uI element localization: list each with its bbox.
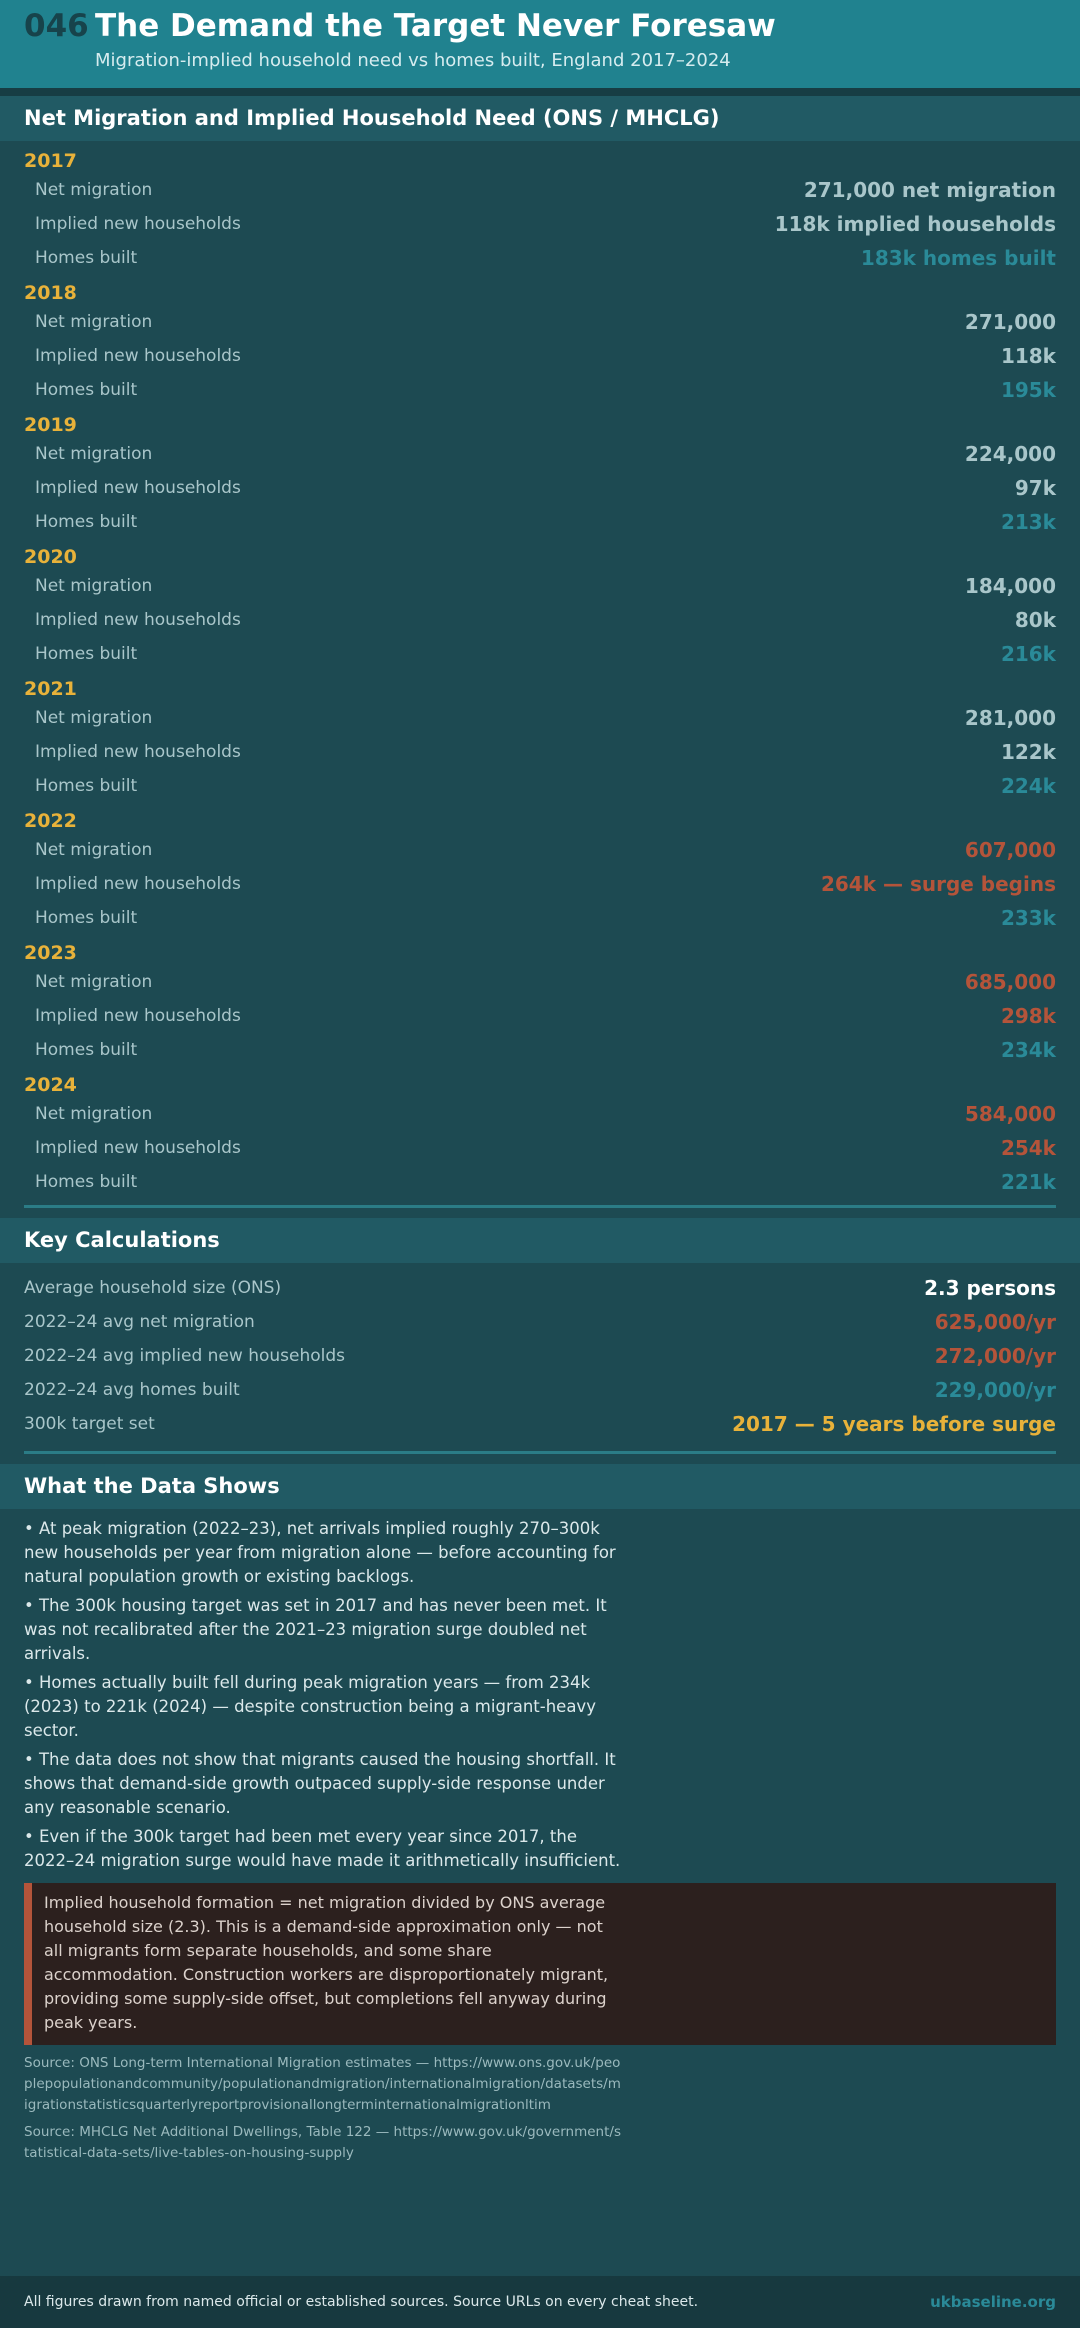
year-table bbox=[0, 141, 1080, 1199]
footer-text: All figures drawn from named official or established sources. Source URLs on every cheat sheet. bbox=[24, 2294, 699, 2310]
page-title: The Demand the Target Never Foresaw bbox=[95, 8, 776, 44]
year-label: 2022 bbox=[24, 810, 77, 832]
implied-households-value: 254k bbox=[1000, 1136, 1056, 1160]
homes-built-value: 221k bbox=[1000, 1170, 1056, 1194]
implied-households-row bbox=[24, 471, 1056, 505]
calc-value: 272,000/yr bbox=[934, 1344, 1056, 1368]
year-block bbox=[24, 281, 1056, 407]
implied-households-row bbox=[24, 867, 1056, 901]
implied-households-label: Implied new households bbox=[35, 214, 241, 234]
migration-section-title: Net Migration and Implied Household Need (ONS / MHCLG) bbox=[0, 96, 1080, 141]
implied-households-label: Implied new households bbox=[35, 742, 241, 762]
year-block bbox=[24, 941, 1056, 1067]
year-block bbox=[24, 413, 1056, 539]
year-label: 2017 bbox=[24, 150, 77, 172]
sheet-number: 046 bbox=[24, 8, 89, 44]
net-migration-value: 584,000 bbox=[964, 1102, 1056, 1126]
net-migration-value: 271,000 net migration bbox=[803, 178, 1056, 202]
footer-site-link[interactable]: ukbaseline.org bbox=[930, 2293, 1056, 2311]
calc-label: Average household size (ONS) bbox=[24, 1278, 282, 1298]
year-label: 2023 bbox=[24, 942, 77, 964]
homes-built-value: 234k bbox=[1000, 1038, 1056, 1062]
findings-section-title: What the Data Shows bbox=[0, 1464, 1080, 1509]
net-migration-label: Net migration bbox=[35, 708, 153, 728]
homes-built-label: Homes built bbox=[35, 644, 138, 664]
calc-row bbox=[24, 1373, 1056, 1407]
calc-value: 2017 — 5 years before surge bbox=[732, 1412, 1056, 1436]
implied-households-row bbox=[24, 603, 1056, 637]
implied-households-value: 264k — surge begins bbox=[820, 872, 1056, 896]
implied-households-label: Implied new households bbox=[35, 346, 241, 366]
findings-list bbox=[0, 1509, 648, 1873]
net-migration-value: 281,000 bbox=[964, 706, 1056, 730]
calculations-list bbox=[0, 1263, 1080, 1445]
divider bbox=[24, 1451, 1056, 1454]
finding-item: • Even if the 300k target had been met every year since 2017, the 2022–24 migration surge would have made it arithmetically insufficient. bbox=[24, 1827, 621, 1870]
net-migration-label: Net migration bbox=[35, 312, 153, 332]
net-migration-value: 685,000 bbox=[964, 970, 1056, 994]
homes-built-row bbox=[24, 241, 1056, 275]
implied-households-label: Implied new households bbox=[35, 478, 241, 498]
implied-households-row bbox=[24, 999, 1056, 1033]
finding-item: • Homes actually built fell during peak migration years — from 234k (2023) to 221k (2024) — despite construction being a migrant-heavy sector. bbox=[24, 1673, 596, 1740]
calc-label: 2022–24 avg homes built bbox=[24, 1380, 240, 1400]
calc-value: 229,000/yr bbox=[934, 1378, 1056, 1402]
year-block bbox=[24, 545, 1056, 671]
year-label: 2019 bbox=[24, 414, 77, 436]
homes-built-label: Homes built bbox=[35, 776, 138, 796]
calc-row bbox=[24, 1407, 1056, 1441]
implied-households-value: 97k bbox=[1014, 476, 1056, 500]
year-label: 2018 bbox=[24, 282, 77, 304]
net-migration-label: Net migration bbox=[35, 180, 153, 200]
implied-households-value: 122k bbox=[1000, 740, 1056, 764]
homes-built-row bbox=[24, 1165, 1056, 1199]
implied-households-label: Implied new households bbox=[35, 1138, 241, 1158]
homes-built-row bbox=[24, 901, 1056, 935]
net-migration-row bbox=[24, 1097, 1056, 1131]
year-label: 2020 bbox=[24, 546, 77, 568]
year-block bbox=[24, 1073, 1056, 1199]
page-footer bbox=[0, 2276, 1080, 2328]
implied-households-label: Implied new households bbox=[35, 874, 241, 894]
calc-value: 2.3 persons bbox=[924, 1276, 1056, 1300]
implied-households-row bbox=[24, 735, 1056, 769]
homes-built-value: 224k bbox=[1000, 774, 1056, 798]
year-block bbox=[24, 677, 1056, 803]
net-migration-row bbox=[24, 965, 1056, 999]
homes-built-label: Homes built bbox=[35, 248, 138, 268]
implied-households-value: 118k implied households bbox=[774, 212, 1056, 236]
page-subtitle: Migration-implied household need vs homes built, England 2017–2024 bbox=[95, 50, 731, 71]
implied-households-row bbox=[24, 1131, 1056, 1165]
net-migration-value: 271,000 bbox=[964, 310, 1056, 334]
net-migration-label: Net migration bbox=[35, 972, 153, 992]
finding-item: • The 300k housing target was set in 2017 and has never been met. It was not recalibrated after the 2021–23 migration surge doubled net arrivals. bbox=[24, 1596, 607, 1663]
net-migration-row bbox=[24, 833, 1056, 867]
net-migration-label: Net migration bbox=[35, 840, 153, 860]
source-citation: Source: MHCLG Net Additional Dwellings, Table 122 — https://www.gov.uk/government/statistical-data-sets/live-tables-on-housing-supply bbox=[24, 2124, 621, 2161]
net-migration-row bbox=[24, 305, 1056, 339]
implied-households-value: 118k bbox=[1000, 344, 1056, 368]
calc-row bbox=[24, 1305, 1056, 1339]
homes-built-value: 183k homes built bbox=[860, 246, 1056, 270]
net-migration-row bbox=[24, 701, 1056, 735]
calc-label: 2022–24 avg net migration bbox=[24, 1312, 255, 1332]
year-label: 2024 bbox=[24, 1074, 77, 1096]
page-header bbox=[0, 0, 1080, 96]
homes-built-value: 213k bbox=[1000, 510, 1056, 534]
finding-item: • At peak migration (2022–23), net arrivals implied roughly 270–300k new households per year from migration alone — before accounting for natural population growth or existing backlogs. bbox=[24, 1519, 616, 1586]
homes-built-label: Homes built bbox=[35, 512, 138, 532]
homes-built-value: 233k bbox=[1000, 906, 1056, 930]
divider bbox=[24, 1205, 1056, 1208]
sources bbox=[0, 2045, 1080, 2164]
net-migration-label: Net migration bbox=[35, 576, 153, 596]
finding-item: • The data does not show that migrants caused the housing shortfall. It shows that demand-side growth outpaced supply-side response under any reasonable scenario. bbox=[24, 1750, 616, 1817]
source-citation: Source: ONS Long-term International Migration estimates — https://www.ons.gov.uk/peoplepopulationandcommunity/populationandmigration/internationalmigration/datasets/migrationstatisticsquarterlyreportprovisionallongterminternationalmigrationltim bbox=[24, 2055, 621, 2113]
implied-households-value: 298k bbox=[1000, 1004, 1056, 1028]
homes-built-row bbox=[24, 1033, 1056, 1067]
implied-households-label: Implied new households bbox=[35, 1006, 241, 1026]
implied-households-value: 80k bbox=[1014, 608, 1056, 632]
methodology-note bbox=[24, 1883, 1056, 2045]
implied-households-row bbox=[24, 207, 1056, 241]
calculations-section-title: Key Calculations bbox=[0, 1218, 1080, 1263]
implied-households-label: Implied new households bbox=[35, 610, 241, 630]
homes-built-value: 195k bbox=[1000, 378, 1056, 402]
homes-built-label: Homes built bbox=[35, 908, 138, 928]
homes-built-row bbox=[24, 373, 1056, 407]
calc-row bbox=[24, 1271, 1056, 1305]
homes-built-row bbox=[24, 637, 1056, 671]
net-migration-row bbox=[24, 569, 1056, 603]
net-migration-label: Net migration bbox=[35, 444, 153, 464]
year-label: 2021 bbox=[24, 678, 77, 700]
homes-built-label: Homes built bbox=[35, 1040, 138, 1060]
homes-built-row bbox=[24, 505, 1056, 539]
implied-households-row bbox=[24, 339, 1056, 373]
calc-label: 2022–24 avg implied new households bbox=[24, 1346, 345, 1366]
net-migration-label: Net migration bbox=[35, 1104, 153, 1124]
calc-row bbox=[24, 1339, 1056, 1373]
calc-label: 300k target set bbox=[24, 1414, 155, 1434]
net-migration-value: 607,000 bbox=[964, 838, 1056, 862]
methodology-note-text: Implied household formation = net migration divided by ONS average household size (2.3). This is a demand-side approximation only — not all migrants form separate households, and some share accommodation. Construction workers are disproportionately migrant, providing some supply-side offset, but completions fell anyway during peak years. bbox=[44, 1893, 609, 2032]
net-migration-row bbox=[24, 437, 1056, 471]
homes-built-row bbox=[24, 769, 1056, 803]
year-block bbox=[24, 149, 1056, 275]
homes-built-label: Homes built bbox=[35, 1172, 138, 1192]
net-migration-value: 184,000 bbox=[964, 574, 1056, 598]
year-block bbox=[24, 809, 1056, 935]
net-migration-row bbox=[24, 173, 1056, 207]
net-migration-value: 224,000 bbox=[964, 442, 1056, 466]
homes-built-label: Homes built bbox=[35, 380, 138, 400]
homes-built-value: 216k bbox=[1000, 642, 1056, 666]
calc-value: 625,000/yr bbox=[934, 1310, 1056, 1334]
